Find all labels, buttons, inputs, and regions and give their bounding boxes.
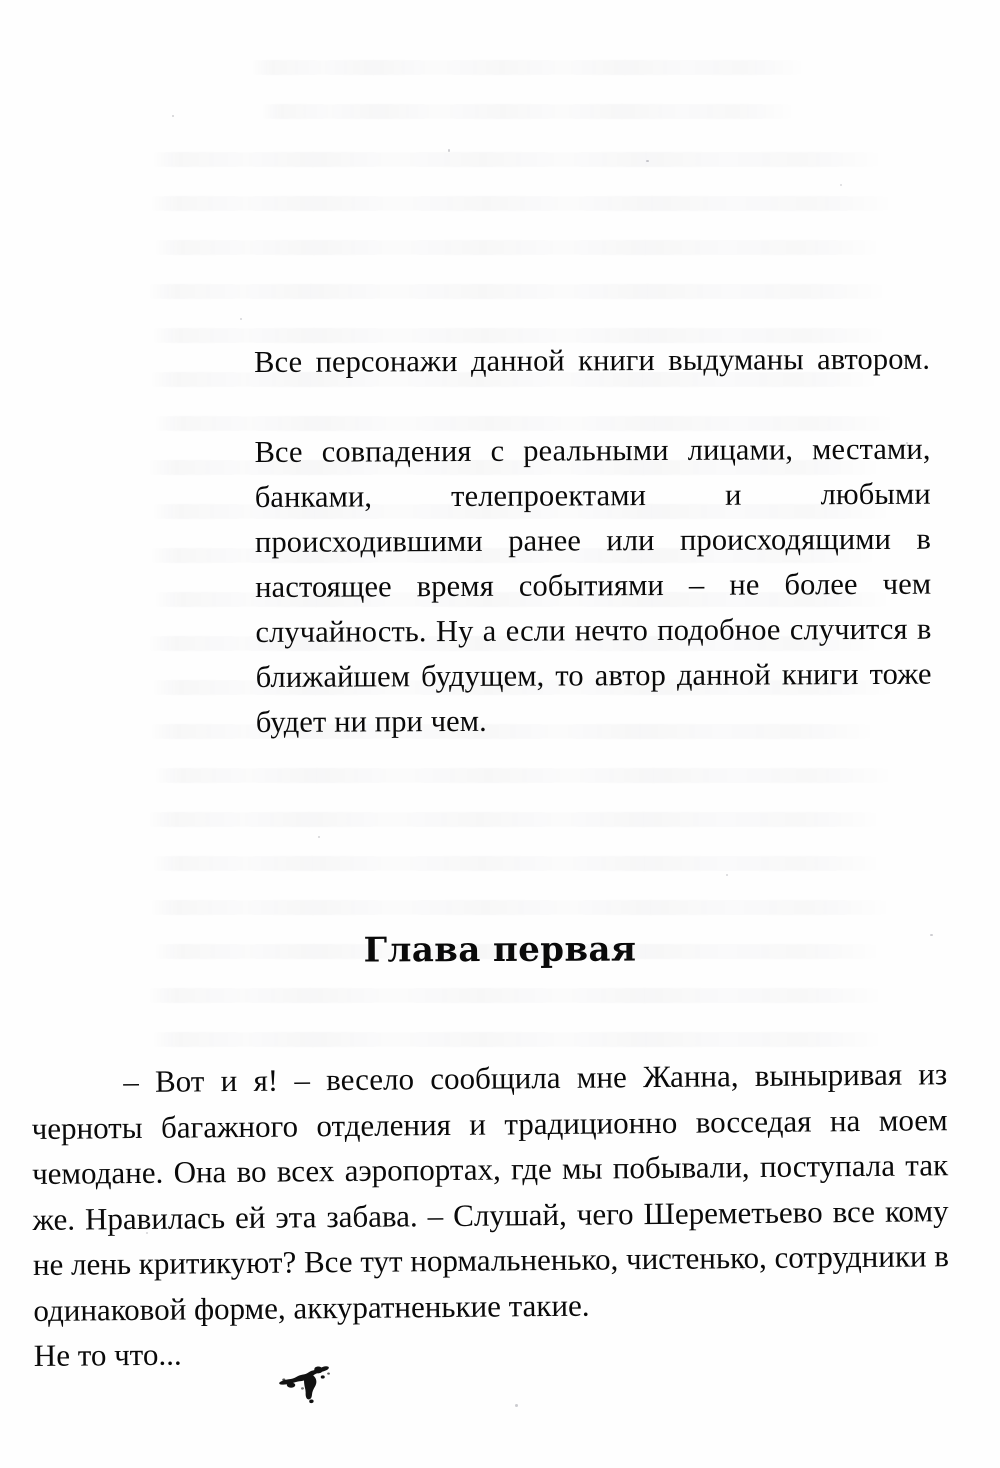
body-trailing-line: Не то что... <box>33 1336 182 1373</box>
disclaimer-paragraph-1: Все персонажи данной книги выдуманы автором. <box>254 341 931 379</box>
body-text-block <box>31 1051 950 1378</box>
ink-blot-icon <box>274 1356 341 1406</box>
disclaimer-block <box>254 337 932 745</box>
disclaimer-paragraph-2: Все совпадения с реальными лицами, местами, банками, телепроектами и любыми происходившими ранее или происходящими в настоящее время событиями – не более чем случайность. Ну а если нечто подобное случится в ближайшем будущем, то автор данной книги тоже будет ни при чем. <box>254 431 932 739</box>
body-paragraph: – Вот и я! – весело сообщила мне Жанна, выныривая из черноты багажного отделения и традиционно восседая на моем чемодане. Она во всех аэропортах, где мы побывали, поступала так же. Нравилась ей эта забава. – Слушай, чего Шереметьево все кому не лень критикуют? Все тут нормальненько, чистенько, сотрудники в одинаковой форме, аккуратненькие такие. <box>31 1056 950 1328</box>
chapter-heading: Глава первая <box>363 929 637 971</box>
